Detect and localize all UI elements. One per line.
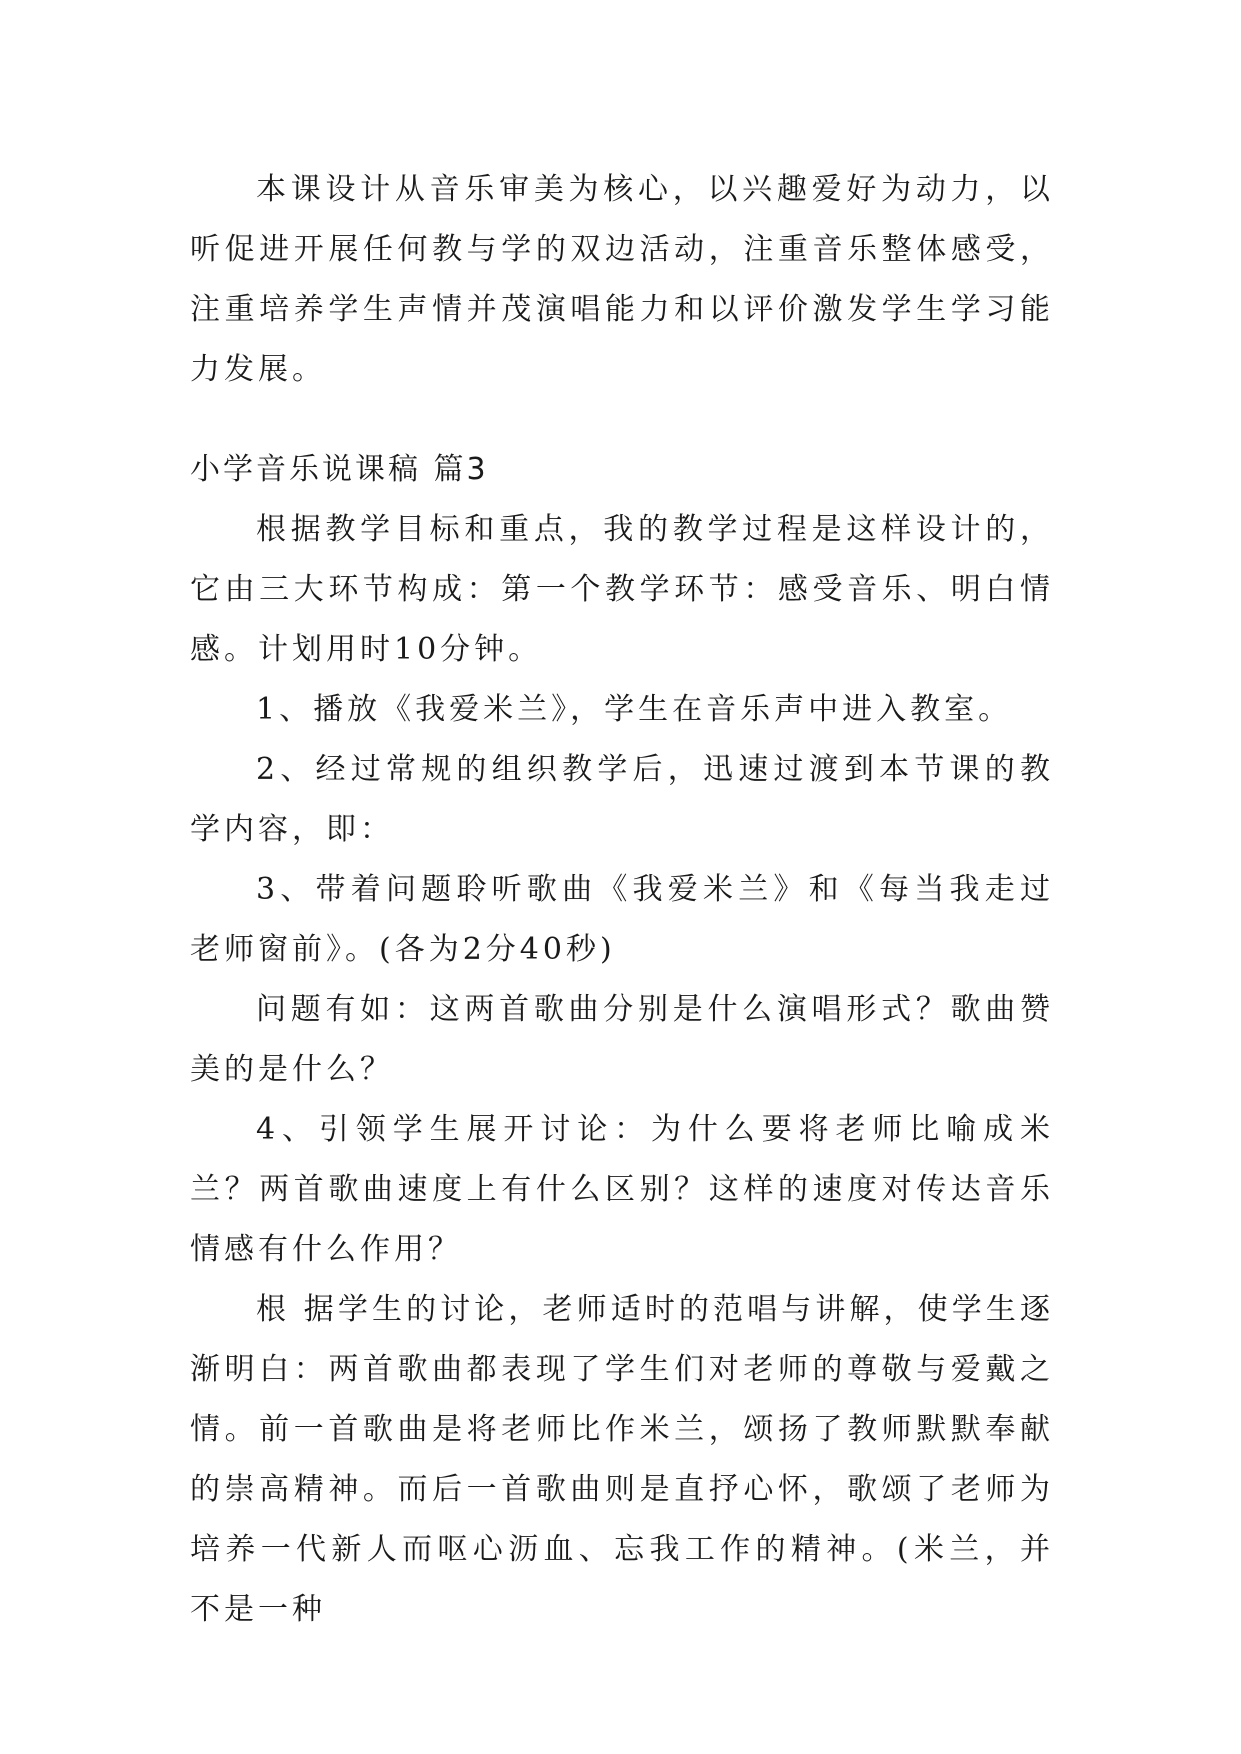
intro-paragraph: 本课设计从音乐审美为核心，以兴趣爱好为动力，以听促进开展任何教与学的双边活动，注重音乐整体感受，注重培养学生声情并茂演唱能力和以评价激发学生学习能力发展。 <box>190 172 1054 387</box>
paragraph-questions: 问题有如：这两首歌曲分别是什么演唱形式？歌曲赞美的是什么？ <box>190 992 1054 1087</box>
document-body <box>190 160 1054 1640</box>
paragraph-step-4: 4、引领学生展开讨论：为什么要将老师比喻成米兰？两首歌曲速度上有什么区别？这样的速度对传达音乐情感有什么作用？ <box>190 1112 1054 1267</box>
paragraph-process-intro: 根据教学目标和重点，我的教学过程是这样设计的，它由三大环节构成：第一个教学环节：感受音乐、明白情感。计划用时10分钟。 <box>190 512 1054 667</box>
paragraph-discussion-summary: 根 据学生的讨论，老师适时的范唱与讲解，使学生逐渐明白：两首歌曲都表现了学生们对老师的尊敬与爱戴之情。前一首歌曲是将老师比作米兰，颂扬了教师默默奉献 的崇高精神。而后一首歌曲则是直抒心怀，歌颂了老师为培养一代新人而呕心沥血、忘我工作的精神。(米兰，并不是一种 <box>190 1292 1054 1627</box>
paragraph-step-2: 2、经过常规的组织教学后，迅速过渡到本节课的教学内容，即： <box>190 752 1054 847</box>
section-heading: 小学音乐说课稿 篇3 <box>190 452 489 487</box>
paragraph-step-1: 1、播放《我爱米兰》，学生在音乐声中进入教室。 <box>256 692 1013 727</box>
paragraph-step-3: 3、带着问题聆听歌曲《我爱米兰》和《每当我走过老师窗前》。(各为2分40秒) <box>190 872 1054 967</box>
